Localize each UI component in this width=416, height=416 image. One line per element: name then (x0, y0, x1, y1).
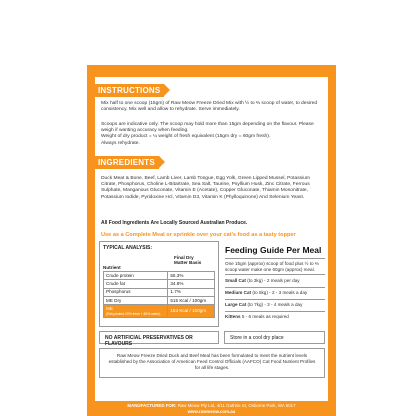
cat-size-label: Medium Cat (225, 290, 252, 295)
typical-analysis-box (99, 241, 219, 327)
me-sub: (Rehydrated 20% fresh + 80% water) (106, 311, 161, 316)
feeding-guide-box (221, 241, 324, 325)
manufacturer-label: MANUFACTURED FOR: (127, 403, 177, 408)
cat-size-label: Kittens (225, 314, 241, 319)
dry-matter-column-header (174, 255, 201, 266)
feeding-row (225, 314, 289, 320)
storage-box (224, 331, 325, 344)
analysis-table (103, 271, 215, 318)
topper-tagline: Use as a Complete Meal or sprinkle over your cat's food as a tasty topper (101, 232, 296, 238)
nutrient-value: 55.3% (168, 272, 215, 280)
storage-statement: Store in a cool dry place (230, 334, 284, 341)
feeding-guide-title: Feeding Guide Per Meal (225, 245, 322, 255)
no-artificial-statement: NO ARTIFICIAL PRESERVATIVES OR FLAVOURS (105, 334, 193, 347)
nutrient-name: Crude fat (104, 280, 168, 288)
cat-size-detail: (to 5kg) - 2 - 3 meals a day (251, 290, 308, 295)
feeding-divider (225, 311, 325, 312)
feeding-divider (225, 274, 325, 275)
cat-size-detail: (to 7kg) - 3 - 4 meals a day (246, 302, 303, 307)
aafco-box (99, 348, 325, 378)
table-row (104, 272, 215, 280)
manufacturer-address: Raw Meow Pty Ltd, 4/11 Guthrie St, Osborne Park, WA 6017 (177, 403, 296, 408)
cat-size-label: Small Cat (225, 278, 246, 283)
feeding-row (225, 290, 307, 296)
scoop-note: Scoops are indicative only. The scoop may hold more than 15gm depending on the flavour. Please weigh if wanting accuracy when feeding. (101, 122, 314, 134)
table-row (104, 288, 215, 296)
nutrient-name: Crude protein (104, 272, 168, 280)
feeding-intro: One 15gm (approx) scoop of food plus ½ to ⅔ scoop water make one 60gm (approx) meal. (225, 261, 319, 272)
nutrient-value: 1.7% (168, 288, 215, 296)
instructions-heading: INSTRUCTIONS (95, 84, 164, 97)
nutrient-name: ME Dry (104, 296, 168, 304)
feeding-divider (225, 258, 325, 259)
aafco-statement: Raw Meow Freeze Dried Duck and Beef Meal has been formulated to meet the nutrient levels established by the Association of American Feed Control Officials (AAFCO) Cat Food Nutrient Profiles for all life stages. (108, 353, 316, 370)
nutrient-value: 34.8% (168, 280, 215, 288)
nutrient-value: 515 Kcal / 100gm (168, 296, 215, 304)
table-row-me-rehydrated (104, 305, 215, 318)
table-row (104, 280, 215, 288)
cat-size-label: Large Cat (225, 302, 247, 307)
website-link[interactable]: www.rawmeow.com.au (187, 409, 236, 414)
dry-matter-header-line-1: Final Dry (174, 255, 194, 260)
weight-note: Weight of dry product = ¼ weight of fresh equivalent (15gm dry = 60gm fresh). (101, 134, 271, 140)
label-content (95, 77, 328, 401)
feeding-row (225, 302, 302, 308)
me-rehydrated-label (104, 305, 168, 318)
nutrient-column-header: Nutrient (103, 265, 121, 270)
cat-size-detail: 5 - 6 meals as required (240, 314, 289, 319)
manufacturer-line (87, 403, 336, 408)
feeding-divider (225, 287, 325, 288)
table-row (104, 296, 215, 304)
me-name: ME (106, 305, 113, 311)
sourced-statement: All Food Ingredients Are Locally Sourced Australian Produce. (101, 220, 248, 226)
analysis-title: TYPICAL ANALYSIS: (103, 245, 152, 251)
feeding-divider (225, 299, 325, 300)
label-panel (87, 65, 336, 416)
feeding-row (225, 278, 300, 284)
nutrient-name: Phosphorus (104, 288, 168, 296)
ingredients-text: Duck Meat & Bone, Beef, Lamb Liver, Lamb Tongue, Egg Yolk, Green Lipped Mussel, Potassium Citrate, Phosphorus, Choline L-Bitartrate, Sea Salt, Taurine, Psyllium Husk, Zinc Citrate, Ferrous Sulphate, Manganous Gluconate, Vitamin E (Acetate), Copper Gluconate, Thiamin Mononitrate, Potassium Iodide, Pyridoxine Hcl, Vitamin D3, Vitamin K (Phylloquinone) And Selenium Yeast. (101, 176, 310, 200)
instructions-text-2 (101, 122, 323, 147)
cat-size-detail: (to 3kg) - 2 meals per day (245, 278, 300, 283)
no-artificial-box (99, 331, 219, 347)
instructions-text-1: Mix half to one scoop (15gm) of Raw Meow Freeze Dried Mix with ½ to ⅔ scoop of water, to desired consistency. Mix well and allow to rehydrate. Serve immediately. (101, 101, 318, 113)
ingredients-heading: INGREDIENTS (95, 156, 159, 169)
rehydrate-note: Always rehydrate. (101, 140, 140, 146)
dry-matter-header-line-2: Matter Basis (174, 260, 202, 266)
me-rehydrated-value: 154 Kcal / 100gm (168, 305, 215, 318)
